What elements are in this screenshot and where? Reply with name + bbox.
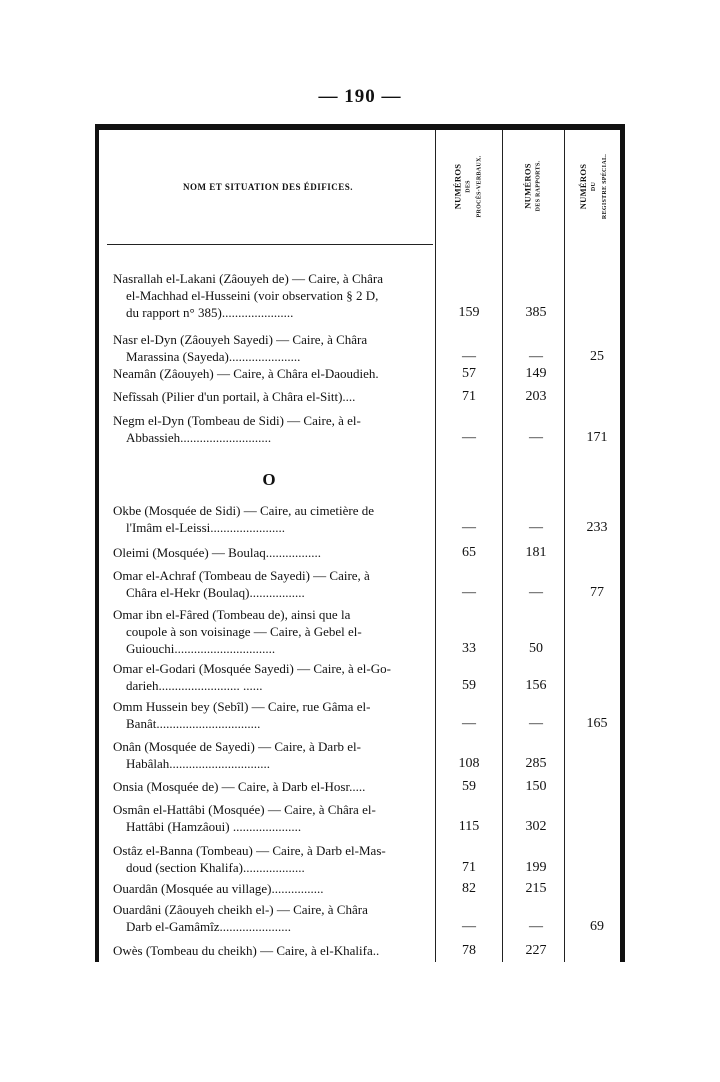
entry-line: coupole à son voisinage — Caire, à Gebel el- bbox=[126, 624, 362, 639]
entry-text bbox=[113, 698, 431, 732]
entry-line: Nefîssah (Pilier d'un portail, à Châra el-Sitt).... bbox=[113, 389, 356, 404]
entry-text bbox=[113, 388, 431, 405]
entry-text bbox=[113, 738, 431, 772]
procès-verbal-number: 71 bbox=[462, 389, 476, 404]
procès-verbal-number: — bbox=[462, 349, 476, 364]
procès-verbal-number: — bbox=[462, 585, 476, 600]
rapport-number: 156 bbox=[525, 678, 547, 693]
registre-number: 25 bbox=[590, 349, 604, 364]
rapport-number: — bbox=[529, 520, 543, 535]
procès-verbal-number: 65 bbox=[462, 545, 476, 560]
procès-verbal-number: 78 bbox=[462, 943, 476, 958]
entry-text bbox=[113, 880, 431, 897]
entry-line: doud (section Khalifa)................... bbox=[126, 860, 305, 875]
entry-line: Omar el-Achraf (Tombeau de Sayedi) — Caire, à bbox=[113, 568, 370, 583]
rapport-number: — bbox=[529, 716, 543, 731]
entry-line: Onân (Mosquée de Sayedi) — Caire, à Darb el- bbox=[113, 739, 361, 754]
rapport-number: 203 bbox=[525, 389, 547, 404]
rapport-number: — bbox=[529, 919, 543, 934]
column-divider bbox=[502, 130, 503, 962]
entry-line: du rapport n° 385)...................... bbox=[126, 305, 294, 320]
rapport-number: 227 bbox=[525, 943, 547, 958]
entry-text bbox=[113, 365, 431, 382]
entry-line: Owès (Tombeau du cheikh) — Caire, à el-Khalifa.. bbox=[113, 943, 380, 958]
procès-verbal-number: 57 bbox=[462, 366, 476, 381]
rapport-number: — bbox=[529, 349, 543, 364]
entry-line: Guiouchi............................... bbox=[126, 641, 276, 656]
rapport-number: 199 bbox=[525, 860, 547, 875]
entry-text bbox=[113, 660, 431, 694]
entry-text bbox=[113, 606, 431, 657]
rapport-number: — bbox=[529, 585, 543, 600]
column-divider bbox=[435, 130, 436, 962]
header-col-pv: NUMÉROS DES PROCÈS-VERBAUX. bbox=[452, 154, 483, 218]
entry-line: Osmân el-Hattâbi (Mosquée) — Caire, à Châra el- bbox=[113, 802, 376, 817]
registre-number: 233 bbox=[586, 520, 608, 535]
entry-line: Nasrallah el-Lakani (Zâouyeh de) — Caire, à Châra bbox=[113, 271, 383, 286]
registre-number: 171 bbox=[586, 430, 608, 445]
rapport-number: 149 bbox=[525, 366, 547, 381]
entry-line: Onsia (Mosquée de) — Caire, à Darb el-Hosr..... bbox=[113, 779, 366, 794]
entry-line: Châra el-Hekr (Boulaq)................. bbox=[126, 585, 305, 600]
entry-line: Habâlah............................... bbox=[126, 756, 271, 771]
procès-verbal-number: 59 bbox=[462, 678, 476, 693]
page-number: — 190 — bbox=[318, 86, 402, 107]
entry-line: Omm Hussein bey (Sebîl) — Caire, rue Gâma el- bbox=[113, 699, 371, 714]
entry-line: Oleimi (Mosquée) — Boulaq................. bbox=[113, 545, 321, 560]
entry-text bbox=[113, 544, 431, 561]
entry-text bbox=[113, 412, 431, 446]
entry-text bbox=[113, 502, 431, 536]
entry-line: Neamân (Zâouyeh) — Caire, à Châra el-Daoudieh. bbox=[113, 366, 379, 381]
procès-verbal-number: 115 bbox=[458, 819, 480, 834]
registre-number: 69 bbox=[590, 919, 604, 934]
procès-verbal-number: — bbox=[462, 716, 476, 731]
entry-text bbox=[113, 270, 431, 321]
entry-line: Nasr el-Dyn (Zâouyeh Sayedi) — Caire, à Châra bbox=[113, 332, 368, 347]
entry-text bbox=[113, 942, 431, 959]
entry-line: Ostâz el-Banna (Tombeau) — Caire, à Darb el-Mas- bbox=[113, 843, 386, 858]
entry-line: Negm el-Dyn (Tombeau de Sidi) — Caire, à el- bbox=[113, 413, 361, 428]
rapport-number: 150 bbox=[525, 779, 547, 794]
header-col-rapports: NUMÉROS DES RAPPORTS. bbox=[521, 160, 541, 212]
entry-text bbox=[113, 801, 431, 835]
rapport-number: 50 bbox=[529, 641, 543, 656]
entry-line: Banât................................ bbox=[126, 716, 261, 731]
rapport-number: — bbox=[529, 430, 543, 445]
edifices-table bbox=[95, 124, 625, 962]
section-letter: O bbox=[262, 470, 276, 489]
procès-verbal-number: 82 bbox=[462, 881, 476, 896]
procès-verbal-number: 33 bbox=[462, 641, 476, 656]
procès-verbal-number: 108 bbox=[458, 756, 480, 771]
procès-verbal-number: — bbox=[462, 520, 476, 535]
rapport-number: 215 bbox=[525, 881, 547, 896]
entry-text bbox=[113, 567, 431, 601]
registre-number: 165 bbox=[586, 716, 608, 731]
entry-line: Okbe (Mosquée de Sidi) — Caire, au cimetière de bbox=[113, 503, 374, 518]
header-name-column: NOM ET SITUATION DES ÉDIFICES. bbox=[183, 182, 353, 192]
rapport-number: 285 bbox=[525, 756, 547, 771]
entry-line: Omar el-Godari (Mosquée Sayedi) — Caire, à el-Go- bbox=[113, 661, 391, 676]
procès-verbal-number: — bbox=[462, 430, 476, 445]
procès-verbal-number: 159 bbox=[458, 305, 480, 320]
entry-line: Ouardâni (Zâouyeh cheikh el-) — Caire, à Châra bbox=[113, 902, 368, 917]
entry-text bbox=[113, 331, 431, 365]
entry-line: l'Imâm el-Leissi....................... bbox=[126, 520, 286, 535]
entry-line: Ouardân (Mosquée au village)................ bbox=[113, 881, 324, 896]
procès-verbal-number: — bbox=[462, 919, 476, 934]
entry-line: Hattâbi (Hamzâoui) ..................... bbox=[126, 819, 302, 834]
header-col-registre: NUMÉROS DU REGISTRE SPÉCIAL. bbox=[578, 153, 609, 219]
entry-line: el-Machhad el-Husseini (voir observation § 2 D, bbox=[126, 288, 379, 303]
header-rule bbox=[107, 244, 433, 245]
entry-line: Marassina (Sayeda)...................... bbox=[126, 349, 301, 364]
procès-verbal-number: 71 bbox=[462, 860, 476, 875]
entry-line: darieh......................... ...... bbox=[126, 678, 263, 693]
entry-line: Darb el-Gamâmîz...................... bbox=[126, 919, 291, 934]
entry-line: Omar ibn el-Fâred (Tombeau de), ainsi que la bbox=[113, 607, 351, 622]
entry-text bbox=[113, 778, 431, 795]
entry-text bbox=[113, 901, 431, 935]
rapport-number: 181 bbox=[525, 545, 547, 560]
registre-number: 77 bbox=[590, 585, 604, 600]
rapport-number: 302 bbox=[525, 819, 547, 834]
entry-line: Abbassieh............................ bbox=[126, 430, 272, 445]
procès-verbal-number: 59 bbox=[462, 779, 476, 794]
entry-text bbox=[113, 842, 431, 876]
rapport-number: 385 bbox=[525, 305, 547, 320]
